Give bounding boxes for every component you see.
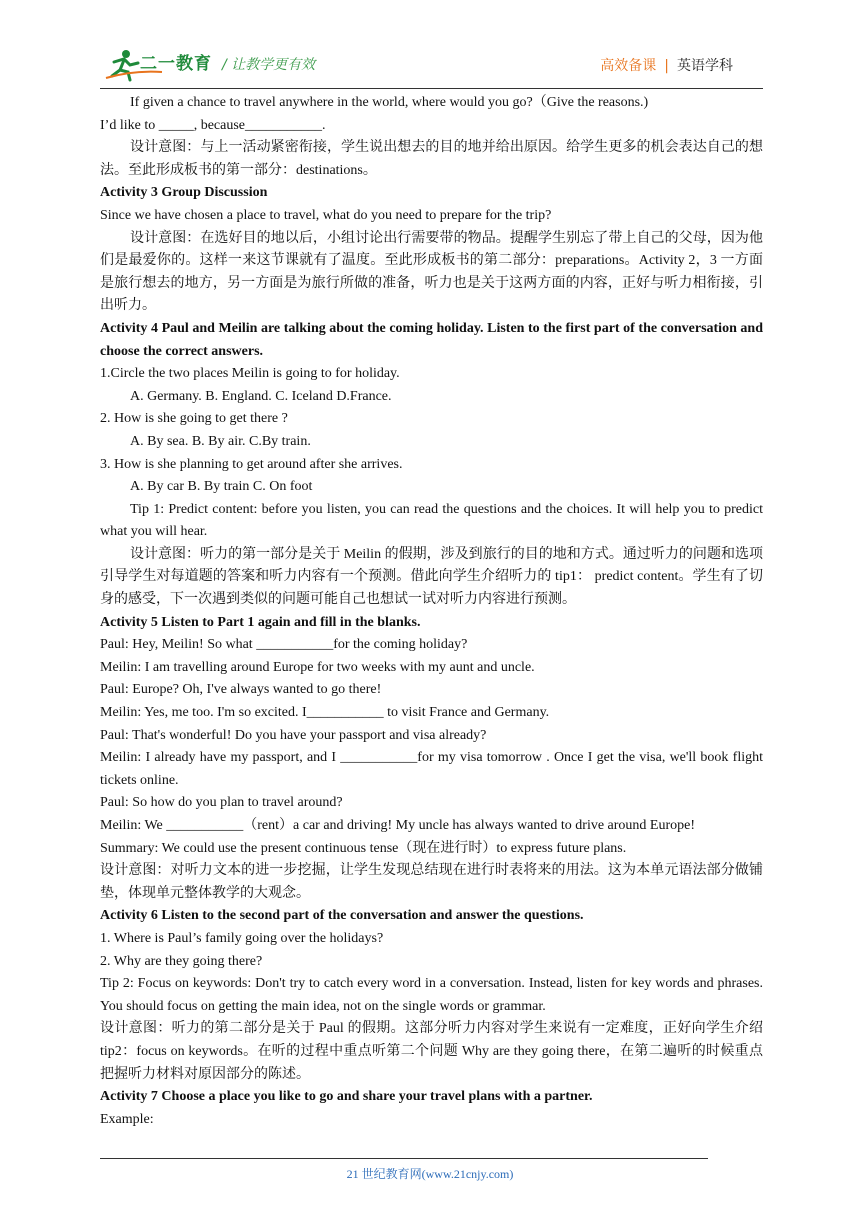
activity-heading: Activity 7 Choose a place you like to go and share your travel plans with a partner. [100, 1089, 593, 1105]
activity-heading: Activity 4 Paul and Meilin are talking about the coming holiday. Listen to the first part of the conversation and choose the correct answers. [100, 320, 763, 359]
dialogue-line: Meilin: Yes, me too. I'm so excited. I___________ to visit France and Germany. [100, 705, 550, 721]
dialogue-line: Meilin: I already have my passport, and I ___________for my visa tomorrow . Once I get the visa, we'll book flight tickets online. [100, 750, 763, 788]
activity-heading: Activity 3 Group Discussion [100, 185, 268, 201]
summary-line: Summary: We could use the present continuous tense（现在进行时）to express future plans. [100, 840, 627, 856]
header-slogan: / 让教学更有效 [222, 57, 316, 73]
design-intent: 设计意图：对听力文本的进一步挖掘，让学生发现总结现在进行时表将来的用法。这为本单元语法部分做铺垫，体现单元整体教学的大观念。 [100, 863, 763, 901]
choice-line: A. Germany. B. England. C. Iceland D.France. [130, 388, 392, 404]
activity-heading: Activity 5 Listen to Part 1 again and fill in the blanks. [100, 614, 421, 630]
dialogue-line: Meilin: I am travelling around Europe for two weeks with my aunt and uncle. [100, 659, 535, 675]
question-line: If given a chance to travel anywhere in the world, where would you go?（Give the reasons.) [130, 95, 649, 110]
dialogue-line: Paul: That's wonderful! Do you have your passport and visa already? [100, 727, 487, 743]
header-subject: 英语学科 [677, 58, 733, 74]
header-separator: | [664, 58, 669, 74]
header-right [600, 55, 733, 75]
header-label: 高效备课 [600, 58, 657, 74]
question-item: 1. Where is Paul’s family going over the holidays? [100, 930, 384, 946]
design-intent: 设计意图：听力的第一部分是关于 Meilin 的假期，涉及到旅行的目的地和方式。通过听力的问题和选项引导学生对每道题的答案和听力内容有一个预测。借此向学生介绍听力的 tip1： predict content。学生有了切身的感受，下一次遇到类似的问题可能自己也想试一试对听力内容进行预测。 [100, 546, 763, 608]
design-intent: 设计意图：听力的第二部分是关于 Paul 的假期。这部分听力内容对学生来说有一定难度，正好向学生介绍 tip2：focus on keywords。在听的过程中重点听第二个问题 Why are they going there，在第二遍听的时候重点把握听力材料对原因部分的陈述。 [100, 1021, 763, 1082]
footer-rule [100, 1158, 708, 1159]
question-item: 3. How is she planning to get around after she arrives. [100, 456, 403, 472]
footer-link[interactable]: 21 世纪教育网(www.21cnjy.com) [346, 1167, 514, 1181]
dialogue-line: Meilin: We ___________（rent）a car and driving! My uncle has always wanted to drive around Europe! [100, 818, 696, 833]
dialogue-line: Paul: Europe? Oh, I've always wanted to go there! [100, 682, 382, 698]
answer-frame: I’d like to _____, because___________. [100, 117, 326, 133]
header-rule [100, 88, 763, 89]
question-item: 2. How is she going to get there ? [100, 411, 288, 427]
page-header [100, 42, 763, 88]
choice-line: A. By sea. B. By air. C.By train. [130, 433, 311, 449]
question-item: 1.Circle the two places Meilin is going to for holiday. [100, 366, 400, 382]
tip-paragraph: Tip 2: Focus on keywords: Don't try to catch every word in a conversation. Instead, listen for key words and phrases. You should focus on getting the main idea, not on the single words or grammar. [100, 976, 763, 1014]
activity-heading: Activity 6 Listen to the second part of the conversation and answer the questions. [100, 908, 584, 924]
question-item: 2. Why are they going there? [100, 953, 263, 969]
tip-paragraph: Tip 1: Predict content: before you listen, you can read the questions and the choices. It will help you to predict what you will hear. [100, 501, 763, 540]
design-intent: 设计意图：与上一活动紧密衔接，学生说出想去的目的地并给出原因。给学生更多的机会表达自己的想法。至此形成板书的第一部分：destinations。 [100, 140, 763, 178]
paragraph: Since we have chosen a place to travel, what do you need to prepare for the trip? [100, 207, 552, 223]
logo-text: 二一教育 [140, 54, 212, 74]
document-body [100, 92, 763, 1131]
design-intent: 设计意图：在选好目的地以后，小组讨论出行需要带的物品。提醒学生别忘了带上自己的父母，因为他们是最爱你的。这样一来这节课就有了温度。至此形成板书的第二部分：preparations。Activity 2，3 一方面是旅行想去的地方，另一方面是为旅行所做的准备，听力也是关于这两方面的内容，正好与听力相衔接，引出听力。 [100, 230, 763, 314]
choice-line: A. By car B. By train C. On foot [130, 479, 313, 495]
dialogue-line: Paul: So how do you plan to travel around? [100, 795, 343, 811]
dialogue-line: Paul: Hey, Meilin! So what ___________for the coming holiday? [100, 637, 468, 653]
example-label: Example: [100, 1111, 154, 1127]
